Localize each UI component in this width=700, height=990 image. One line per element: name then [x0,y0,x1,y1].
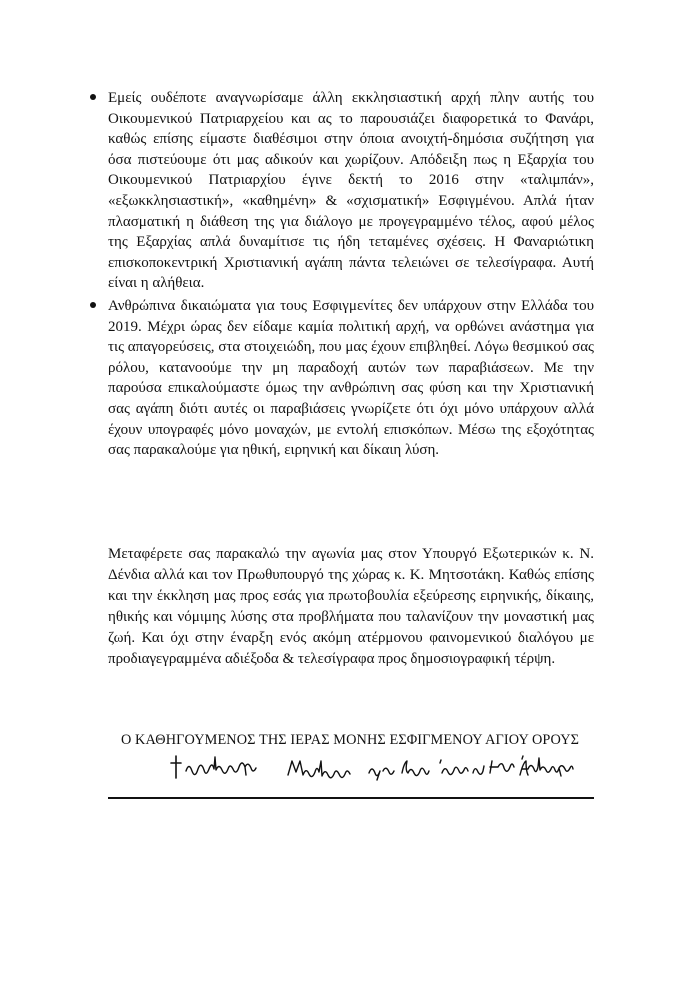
bullet-text: Εμείς ουδέποτε αναγνωρίσαμε άλλη εκκλησιαστική αρχή πλην αυτής του Οικουμενικού Πατριαρχείου και ας το παρουσιάζει διαφορετικά το Φανάρι, καθώς επίσης είμαστε διαθέσιμοι στην όποια ανοιχτή-δημόσια συζήτηση για όσα πιστεύουμε ότι μας αδικούν και χωρίζουν. Απόδειξη πως η Εξαρχία του Οικουμενικού Πατριαρχίου έγινε δεκτή το 2016 στην «ταλιμπάν», «εξωκκλησιαστική», «καθημένη» & «σχισματική» Εσφιγμένου. Απλά ήταν πλασματική η διάθεση της για διάλογο με προγεγραμμένο τέλος, αφού μέλος της Εξαρχίας απλά δυναμίτισε τις ήδη τεταμένες σχέσεις. Η Φαναριώτικη επισκοποκεντρική Χριστιανική αγάπη πάντα τελειώνει σε τελεσίγραφα. Αυτή είναι η αλήθεια. [108,90,594,292]
signature-divider [108,797,594,799]
bullet-icon [90,302,96,308]
signature-title: Ο ΚΑΘΗΓΟΥΜΕΝΟΣ ΤΗΣ ΙΕΡΑΣ ΜΟΝΗΣ ΕΣΦΙΓΜΕΝΟΥ ΑΓΙΟΥ ΟΡΟΥΣ [120,732,580,748]
bullet-text: Ανθρώπινα δικαιώματα για τους Εσφιγμενίτες δεν υπάρχουν στην Ελλάδα του 2019. Μέχρι ώρας δεν είδαμε καμία πολιτική αρχή, να ορθώνει ανάστημα για τις απαγορεύσεις, στα στοιχειώδη, που μας έχουν επιβληθεί. Λόγω θεσμικού σας ρόλου, κατανοούμε την μη παραδοχή αυτών των παραβιάσεων. Με την παρούσα επικαλούμαστε όμως την ανθρώπινη σας φύση και την Χριστιανική σας αγάπη διότι αυτές οι παραβιάσεις γνωρίζετε ότι όχι μόνο υπάρχουν αλλά έχουν υπογραφές μόνο μοναχών, με εντολή επισκόπων. Μέσω της εξοχότητας σας παρακαλούμε για ηθική, ειρηνική και δίκαιη λύση. [108,297,594,459]
bullet-list [108,88,594,463]
list-item [108,88,594,294]
handwritten-signature [170,751,580,785]
list-item [108,296,594,461]
closing-paragraph: Μεταφέρετε σας παρακαλώ την αγωνία μας στον Υπουργό Εξωτερικών κ. Ν. Δένδια αλλά και τον Πρωθυπουργό της χώρας κ. Κ. Μητσοτάκη. Καθώς επίσης και την έκκληση μας προς εσάς για πρωτοβουλία εξεύρεσης ειρηνικής, δίκαιης, ηθικής και νόμιμης λύσης στα προβλήματα που ταλανίζουν την μοναστική μας ζωή. Και όχι στην έναρξη ενός ακόμη ατέρμονου φαινομενικού διαλόγου με προδιαγεγραμμένα αδιέξοδα & τελεσίγραφα προς δημοσιογραφική τέρψη. [108,546,594,667]
bullet-icon [90,94,96,100]
